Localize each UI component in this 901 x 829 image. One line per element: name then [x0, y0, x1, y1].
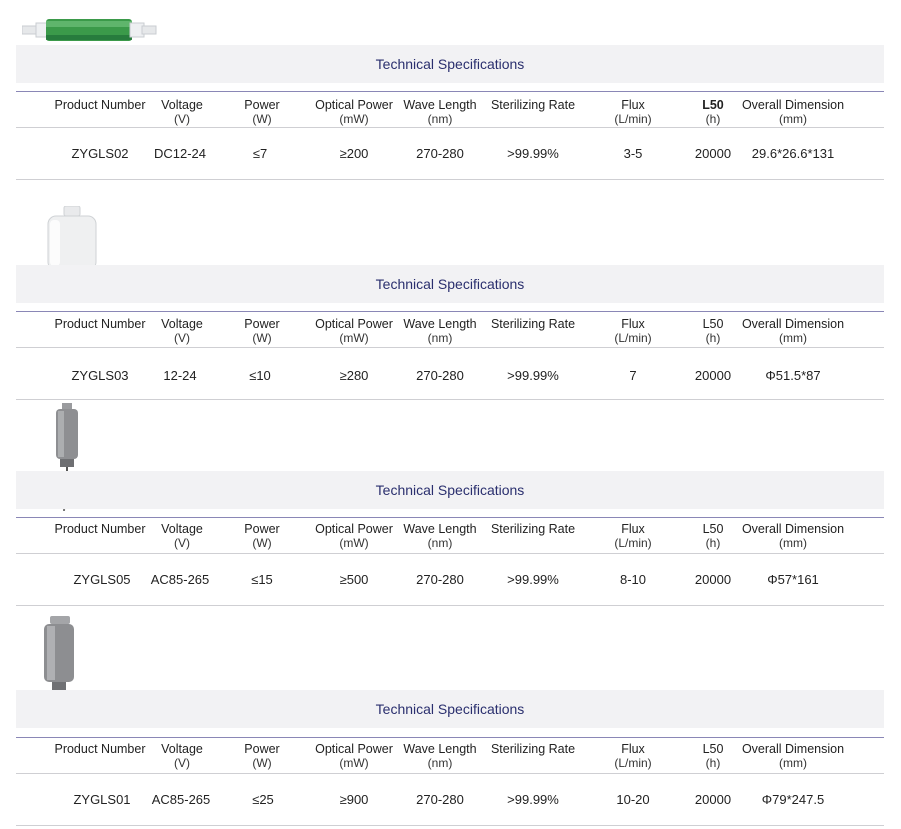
col-sterilizing-rate: Sterilizing Rate	[490, 98, 576, 112]
value-sterilizing-rate: >99.99%	[507, 368, 559, 383]
col-sterilizing-rate: Sterilizing Rate	[490, 317, 576, 331]
value-product-number: ZYGLS01	[73, 792, 131, 807]
col-power: Power (W)	[244, 98, 280, 126]
value-power: ≤25	[252, 792, 274, 807]
value-power: ≤15	[251, 572, 273, 587]
product-image-zygls02	[22, 15, 158, 45]
value-overall-dimension: 29.6*26.6*131	[751, 146, 835, 161]
value-power: ≤7	[252, 146, 268, 161]
value-product-number: ZYGLS03	[71, 368, 129, 383]
value-voltage: 12-24	[163, 368, 197, 383]
header-divider	[16, 517, 884, 518]
header-divider	[16, 737, 884, 738]
value-l50: 20000	[694, 146, 732, 161]
row-divider	[16, 179, 884, 180]
col-voltage: Voltage (V)	[161, 742, 203, 770]
value-optical-power: ≥200	[339, 146, 369, 161]
row-divider	[16, 825, 884, 826]
col-voltage: Voltage (V)	[161, 317, 203, 345]
value-wave-length: 270-280	[416, 792, 464, 807]
col-overall-dimension: Overall Dimension (mm)	[741, 98, 845, 126]
value-l50: 20000	[694, 572, 732, 587]
value-voltage: DC12-24	[153, 146, 207, 161]
value-power: ≤10	[249, 368, 271, 383]
col-overall-dimension: Overall Dimension (mm)	[741, 742, 845, 770]
value-wave-length: 270-280	[416, 368, 464, 383]
value-sterilizing-rate: >99.99%	[507, 572, 559, 587]
product-block-zygls02	[0, 0, 901, 180]
col-optical-power: Optical Power (mW)	[315, 317, 393, 345]
product-block-zygls03	[0, 200, 901, 400]
col-wave-length: Wave Length (nm)	[403, 317, 477, 345]
value-sterilizing-rate: >99.99%	[507, 792, 559, 807]
value-flux: 7	[629, 368, 637, 383]
col-product-number: Product Number	[54, 317, 146, 331]
row-divider	[16, 773, 884, 774]
row-divider	[16, 347, 884, 348]
row-divider	[16, 127, 884, 128]
value-voltage: AC85-265	[150, 572, 210, 587]
col-wave-length: Wave Length (nm)	[403, 522, 477, 550]
value-voltage: AC85-265	[151, 792, 211, 807]
header-divider	[16, 91, 884, 92]
col-overall-dimension: Overall Dimension (mm)	[741, 522, 845, 550]
value-optical-power: ≥280	[339, 368, 369, 383]
col-l50: L50 (h)	[702, 522, 724, 550]
col-product-number: Product Number	[54, 742, 146, 756]
col-wave-length: Wave Length (nm)	[403, 742, 477, 770]
value-flux: 10-20	[616, 792, 650, 807]
section-title: Technical Specifications	[16, 471, 884, 509]
section-title: Technical Specifications	[16, 690, 884, 728]
value-optical-power: ≥900	[339, 792, 369, 807]
col-flux: Flux (L/min)	[614, 522, 652, 550]
col-overall-dimension: Overall Dimension (mm)	[741, 317, 845, 345]
col-power: Power (W)	[244, 742, 280, 770]
value-flux: 8-10	[619, 572, 647, 587]
col-voltage: Voltage (V)	[161, 98, 203, 126]
col-flux: Flux (L/min)	[614, 742, 652, 770]
value-l50: 20000	[694, 792, 732, 807]
col-wave-length: Wave Length (nm)	[403, 98, 477, 126]
value-l50: 20000	[694, 368, 732, 383]
value-optical-power: ≥500	[339, 572, 369, 587]
section-title: Technical Specifications	[16, 265, 884, 303]
row-divider	[16, 553, 884, 554]
col-voltage: Voltage (V)	[161, 522, 203, 550]
value-wave-length: 270-280	[416, 146, 464, 161]
col-power: Power (W)	[244, 317, 280, 345]
product-block-zygls01	[0, 606, 901, 829]
col-sterilizing-rate: Sterilizing Rate	[490, 742, 576, 756]
col-l50: L50 (h)	[702, 742, 724, 770]
col-product-number: Product Number	[54, 98, 146, 112]
col-l50: L50 (h)	[702, 317, 724, 345]
col-flux: Flux (L/min)	[614, 98, 652, 126]
value-overall-dimension: Φ57*161	[767, 572, 819, 587]
col-optical-power: Optical Power (mW)	[315, 742, 393, 770]
col-product-number: Product Number	[54, 522, 146, 536]
value-wave-length: 270-280	[416, 572, 464, 587]
col-sterilizing-rate: Sterilizing Rate	[490, 522, 576, 536]
header-divider	[16, 311, 884, 312]
value-product-number: ZYGLS02	[71, 146, 129, 161]
value-flux: 3-5	[623, 146, 643, 161]
col-optical-power: Optical Power (mW)	[315, 98, 393, 126]
col-optical-power: Optical Power (mW)	[315, 522, 393, 550]
col-flux: Flux (L/min)	[614, 317, 652, 345]
col-l50: L50 (h)	[702, 98, 724, 126]
value-overall-dimension: Φ51.5*87	[765, 368, 821, 383]
product-block-zygls05	[0, 400, 901, 606]
value-sterilizing-rate: >99.99%	[507, 146, 559, 161]
section-title: Technical Specifications	[16, 45, 884, 83]
col-power: Power (W)	[244, 522, 280, 550]
value-product-number: ZYGLS05	[73, 572, 131, 587]
value-overall-dimension: Φ79*247.5	[761, 792, 825, 807]
